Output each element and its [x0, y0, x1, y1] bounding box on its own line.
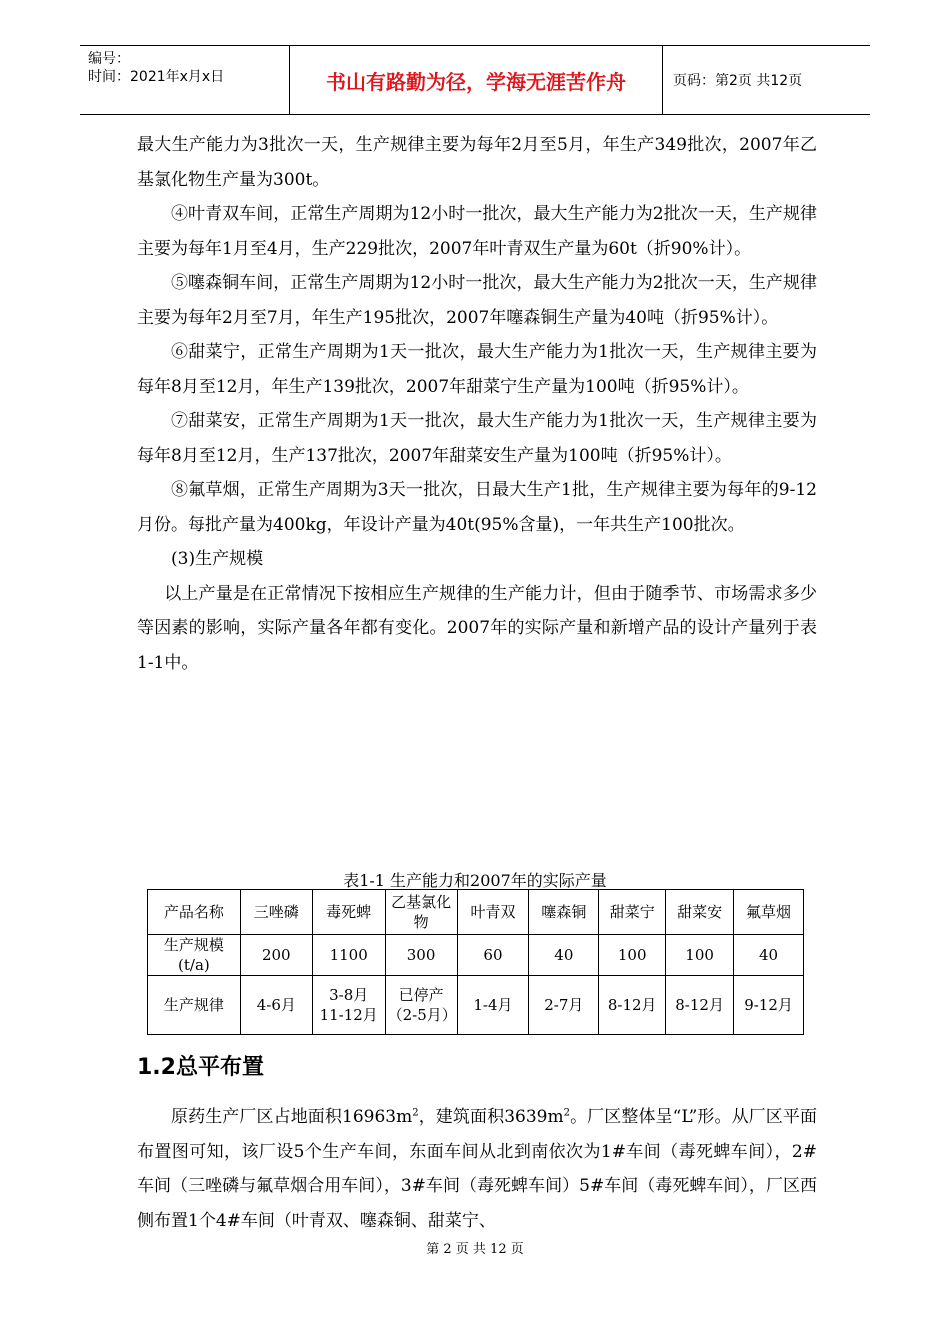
paragraph: 最大生产能力为3批次一天，生产规律主要为每年2月至5月，年生产349批次，2007年乙基氯化物生产量为300t。 — [137, 135, 817, 190]
table-cell: 4-6月 — [240, 976, 312, 1035]
paragraph-text: ，建筑面积3639m — [418, 1107, 564, 1127]
production-table — [147, 889, 804, 1035]
table-cell: 40 — [529, 935, 599, 976]
table-header-cell: 甜菜安 — [666, 890, 734, 935]
paragraph: ⑦甜菜安，正常生产周期为1天一批次，最大生产能力为1批次一天，生产规律主要为每年8月至12月，生产137批次，2007年甜菜安生产量为100吨（折95%计）。 — [137, 411, 817, 466]
table-header-cell: 噻森铜 — [529, 890, 599, 935]
table-cell: 9-12月 — [734, 976, 804, 1035]
header-motto: 书山有路勤为径，学海无涯苦作舟 — [290, 46, 663, 115]
table-cell: 100 — [666, 935, 734, 976]
table-header-cell: 甜菜宁 — [599, 890, 666, 935]
paragraph: ⑥甜菜宁，正常生产周期为1天一批次，最大生产能力为1批次一天，生产规律主要为每年8月至12月，年生产139批次，2007年甜菜宁生产量为100吨（折95%计）。 — [137, 342, 817, 397]
header-meta — [80, 46, 290, 115]
table-header-cell: 毒死蜱 — [312, 890, 385, 935]
table-cell: 40 — [734, 935, 804, 976]
table-cell: 300 — [385, 935, 457, 976]
table-header-cell: 乙基氯化物 — [385, 890, 457, 935]
document-number-label: 编号： — [88, 51, 130, 67]
table-header-cell: 叶青双 — [457, 890, 529, 935]
body-text-bottom — [137, 1100, 817, 1238]
table-caption: 表1-1 生产能力和2007年的实际产量 — [343, 871, 607, 890]
subheading: (3)生产规模 — [171, 549, 264, 569]
paragraph: ⑤噻森铜车间，正常生产周期为12小时一批次，最大生产能力为2批次一天，生产规律主要为每年2月至7月，年生产195批次，2007年噻森铜生产量为40吨（折95%计）。 — [137, 273, 817, 328]
table-cell: 生产规模(t/a) — [148, 935, 241, 976]
paragraph — [137, 1100, 817, 1238]
paragraph-text: 原药生产厂区占地面积16963m — [171, 1107, 413, 1127]
table-cell: 2-7月 — [529, 976, 599, 1035]
table-row — [148, 935, 804, 976]
section-heading: 1.2总平布置 — [137, 1055, 264, 1080]
superscript: 2 — [412, 1107, 419, 1119]
table-cell: 60 — [457, 935, 529, 976]
paragraph-text: 。厂区整体呈“L”形。从厂区平面布置图可知，该厂设5个生产车间，东面车间从北到南依次为1#车间（毒死蜱车间），2#车间（三唑磷与氟草烟合用车间），3#车间（毒死蜱车间）5#车间（毒死蜱车间），厂区西侧布置1个4#车间（叶青双、噻森铜、甜菜宁、 — [137, 1107, 817, 1231]
paragraph: ④叶青双车间，正常生产周期为12小时一批次，最大生产能力为2批次一天，生产规律主要为每年1月至4月，生产229批次，2007年叶青双生产量为60t（折90%计）。 — [137, 204, 817, 259]
table-cell: 已停产（2-5月） — [385, 976, 457, 1035]
superscript: 2 — [563, 1107, 570, 1119]
paragraph: 以上产量是在正常情况下按相应生产规律的生产能力计，但由于随季节、市场需求多少等因素的影响，实际产量各年都有变化。2007年的实际产量和新增产品的设计产量列于表1-1中。 — [137, 583, 817, 673]
body-text-top — [137, 128, 817, 680]
table-cell: 1-4月 — [457, 976, 529, 1035]
document-date-label: 时间：2021年x月x日 — [88, 69, 225, 85]
table-cell: 生产规律 — [148, 976, 241, 1035]
table-cell: 100 — [599, 935, 666, 976]
table-cell: 3-8月 11-12月 — [312, 976, 385, 1035]
page-header — [80, 45, 870, 115]
paragraph: ⑧氟草烟，正常生产周期为3天一批次，日最大生产1批，生产规律主要为每年的9-12月份。每批产量为400kg，年设计产量为40t(95%含量)，一年共生产100批次。 — [137, 480, 817, 535]
page-footer: 第 2 页 共 12 页 — [426, 1242, 524, 1257]
table-header-cell: 三唑磷 — [240, 890, 312, 935]
table-header-row — [148, 890, 804, 935]
table-cell: 200 — [240, 935, 312, 976]
table-header-cell: 产品名称 — [148, 890, 241, 935]
header-page-number: 页码：第2页 共12页 — [663, 46, 871, 115]
table-header-cell: 氟草烟 — [734, 890, 804, 935]
table-cell: 8-12月 — [599, 976, 666, 1035]
table-cell: 8-12月 — [666, 976, 734, 1035]
table-cell: 1100 — [312, 935, 385, 976]
table-row — [148, 976, 804, 1035]
